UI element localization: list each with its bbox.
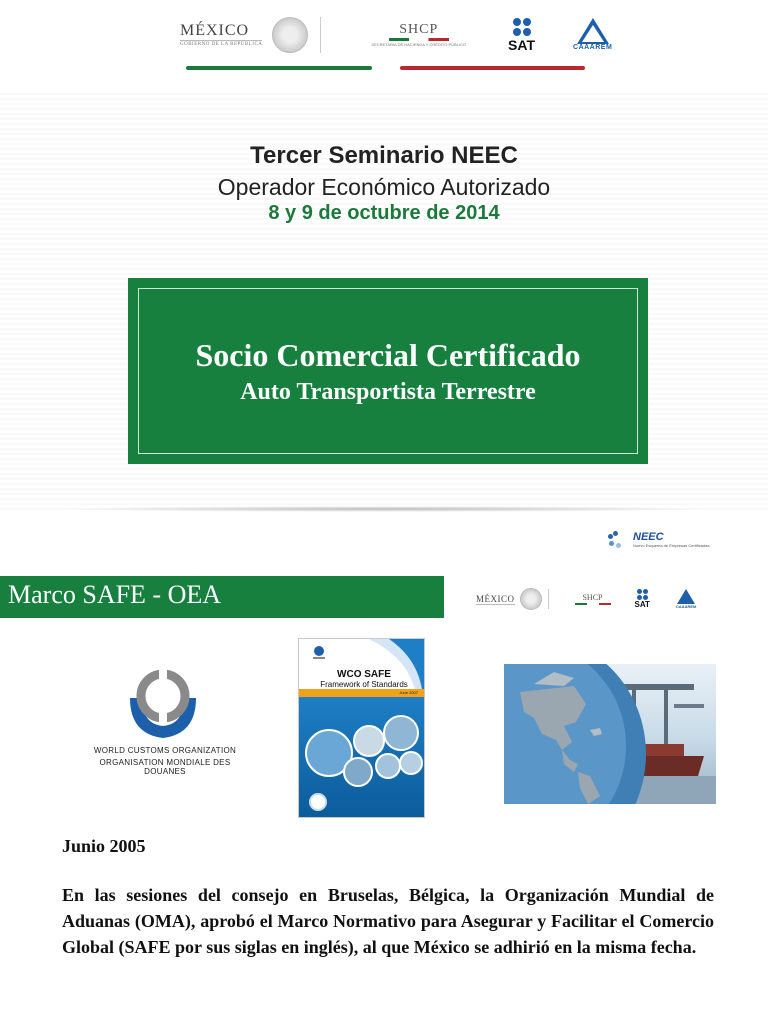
date-heading: Junio 2005 (62, 836, 146, 856)
title-box-heading: Socio Comercial Certificado (195, 337, 581, 373)
neec-swirl-icon (606, 530, 630, 550)
shcp-logo-text: SHCP (399, 22, 439, 37)
section-title-bar (0, 576, 444, 618)
caaarem-triangle-small-icon (677, 589, 695, 604)
caaarem-triangle-icon (577, 18, 609, 44)
container-photo-circle (399, 751, 423, 775)
sat-logo-text: SAT (508, 36, 536, 53)
sat-logo (508, 18, 535, 52)
mexico-logo-small (476, 594, 515, 605)
title-box (128, 278, 648, 464)
caaarem-logo-small (676, 589, 696, 609)
shcp-logo-subtext: SECRETARÍA DE HACIENDA Y CRÉDITO PÚBLICO (371, 42, 467, 47)
green-flag-line (186, 66, 372, 70)
shcp-flag-line (389, 38, 449, 41)
wco-name-english: WORLD CUSTOMS ORGANIZATION (93, 746, 237, 755)
logo-divider (320, 17, 321, 53)
red-flag-line (400, 66, 585, 70)
sat-logo-small (635, 589, 650, 609)
mexico-logo-small-text: MÉXICO (476, 593, 515, 604)
book-date: June 2007 (399, 690, 418, 695)
sat-dots-icon (508, 18, 535, 36)
seminar-subtitle: Operador Económico Autorizado (217, 174, 551, 200)
shcp-logo (371, 22, 466, 47)
slide-shadow (60, 506, 708, 512)
seminar-title: Tercer Seminario NEEC (250, 142, 518, 169)
wco-safe-book-cover (298, 638, 425, 818)
neec-logo-text: NEEC (633, 531, 664, 543)
globe-port-photo (504, 664, 716, 804)
wco-emblem-icon (124, 668, 202, 742)
seminar-date: 8 y 9 de octubre de 2014 (268, 202, 500, 224)
caaarem-logo (573, 18, 612, 51)
shcp-small-flag-line (575, 603, 611, 605)
mexico-seal-small-icon (520, 588, 542, 610)
shcp-logo-small (575, 593, 611, 606)
neec-logo-subtext: Nuevo Esquema de Empresas Certificadas (633, 543, 710, 548)
mexico-logo (180, 23, 262, 47)
body-paragraph: En las sesiones del consejo en Bruselas, Bélgica, la Organización Mundial de Aduanas (OMA), aprobó el Marco Normativo para Asegurar y Facilitar el Comercio Global (SAFE por sus siglas en inglés), al que México se adhirió en la misma fecha. (62, 885, 714, 957)
plane-photo-circle (353, 725, 385, 757)
caaarem-logo-small-text: CAAAREM (675, 604, 697, 609)
government-logos-small (476, 586, 696, 612)
shcp-logo-small-text: SHCP (582, 592, 603, 602)
mexico-logo-text: MÉXICO (180, 21, 250, 39)
title-box-frame (138, 288, 638, 454)
sat-logo-small-text: SAT (634, 600, 650, 609)
truck-photo-circle (383, 715, 419, 751)
book-subtitle: Framework of Standards (320, 680, 408, 689)
neec-logo (606, 530, 709, 550)
book-blue-panel (299, 697, 425, 818)
mexico-seal-icon (272, 17, 308, 53)
government-logos (180, 12, 612, 57)
section-title: Marco SAFE - OEA (8, 580, 222, 609)
book-title: WCO SAFE (337, 669, 391, 680)
rail-photo-circle (375, 753, 401, 779)
port-photo-circle (343, 757, 373, 787)
title-box-subheading: Auto Transportista Terrestre (240, 379, 536, 405)
sat-dots-small-icon (635, 589, 650, 600)
wco-name-french: ORGANISATION MONDIALE DES DOUANES (99, 758, 231, 776)
globe-port-illustration (504, 664, 716, 804)
mexico-logo-subtext: GOBIERNO DE LA REPÚBLICA (180, 41, 263, 47)
mexico-logo-small-subline (476, 604, 515, 605)
wco-logo (92, 664, 238, 774)
logo-divider-small (548, 589, 549, 609)
caaarem-logo-text: CAAAREM (573, 44, 613, 51)
wco-small-seal-icon (309, 793, 327, 811)
